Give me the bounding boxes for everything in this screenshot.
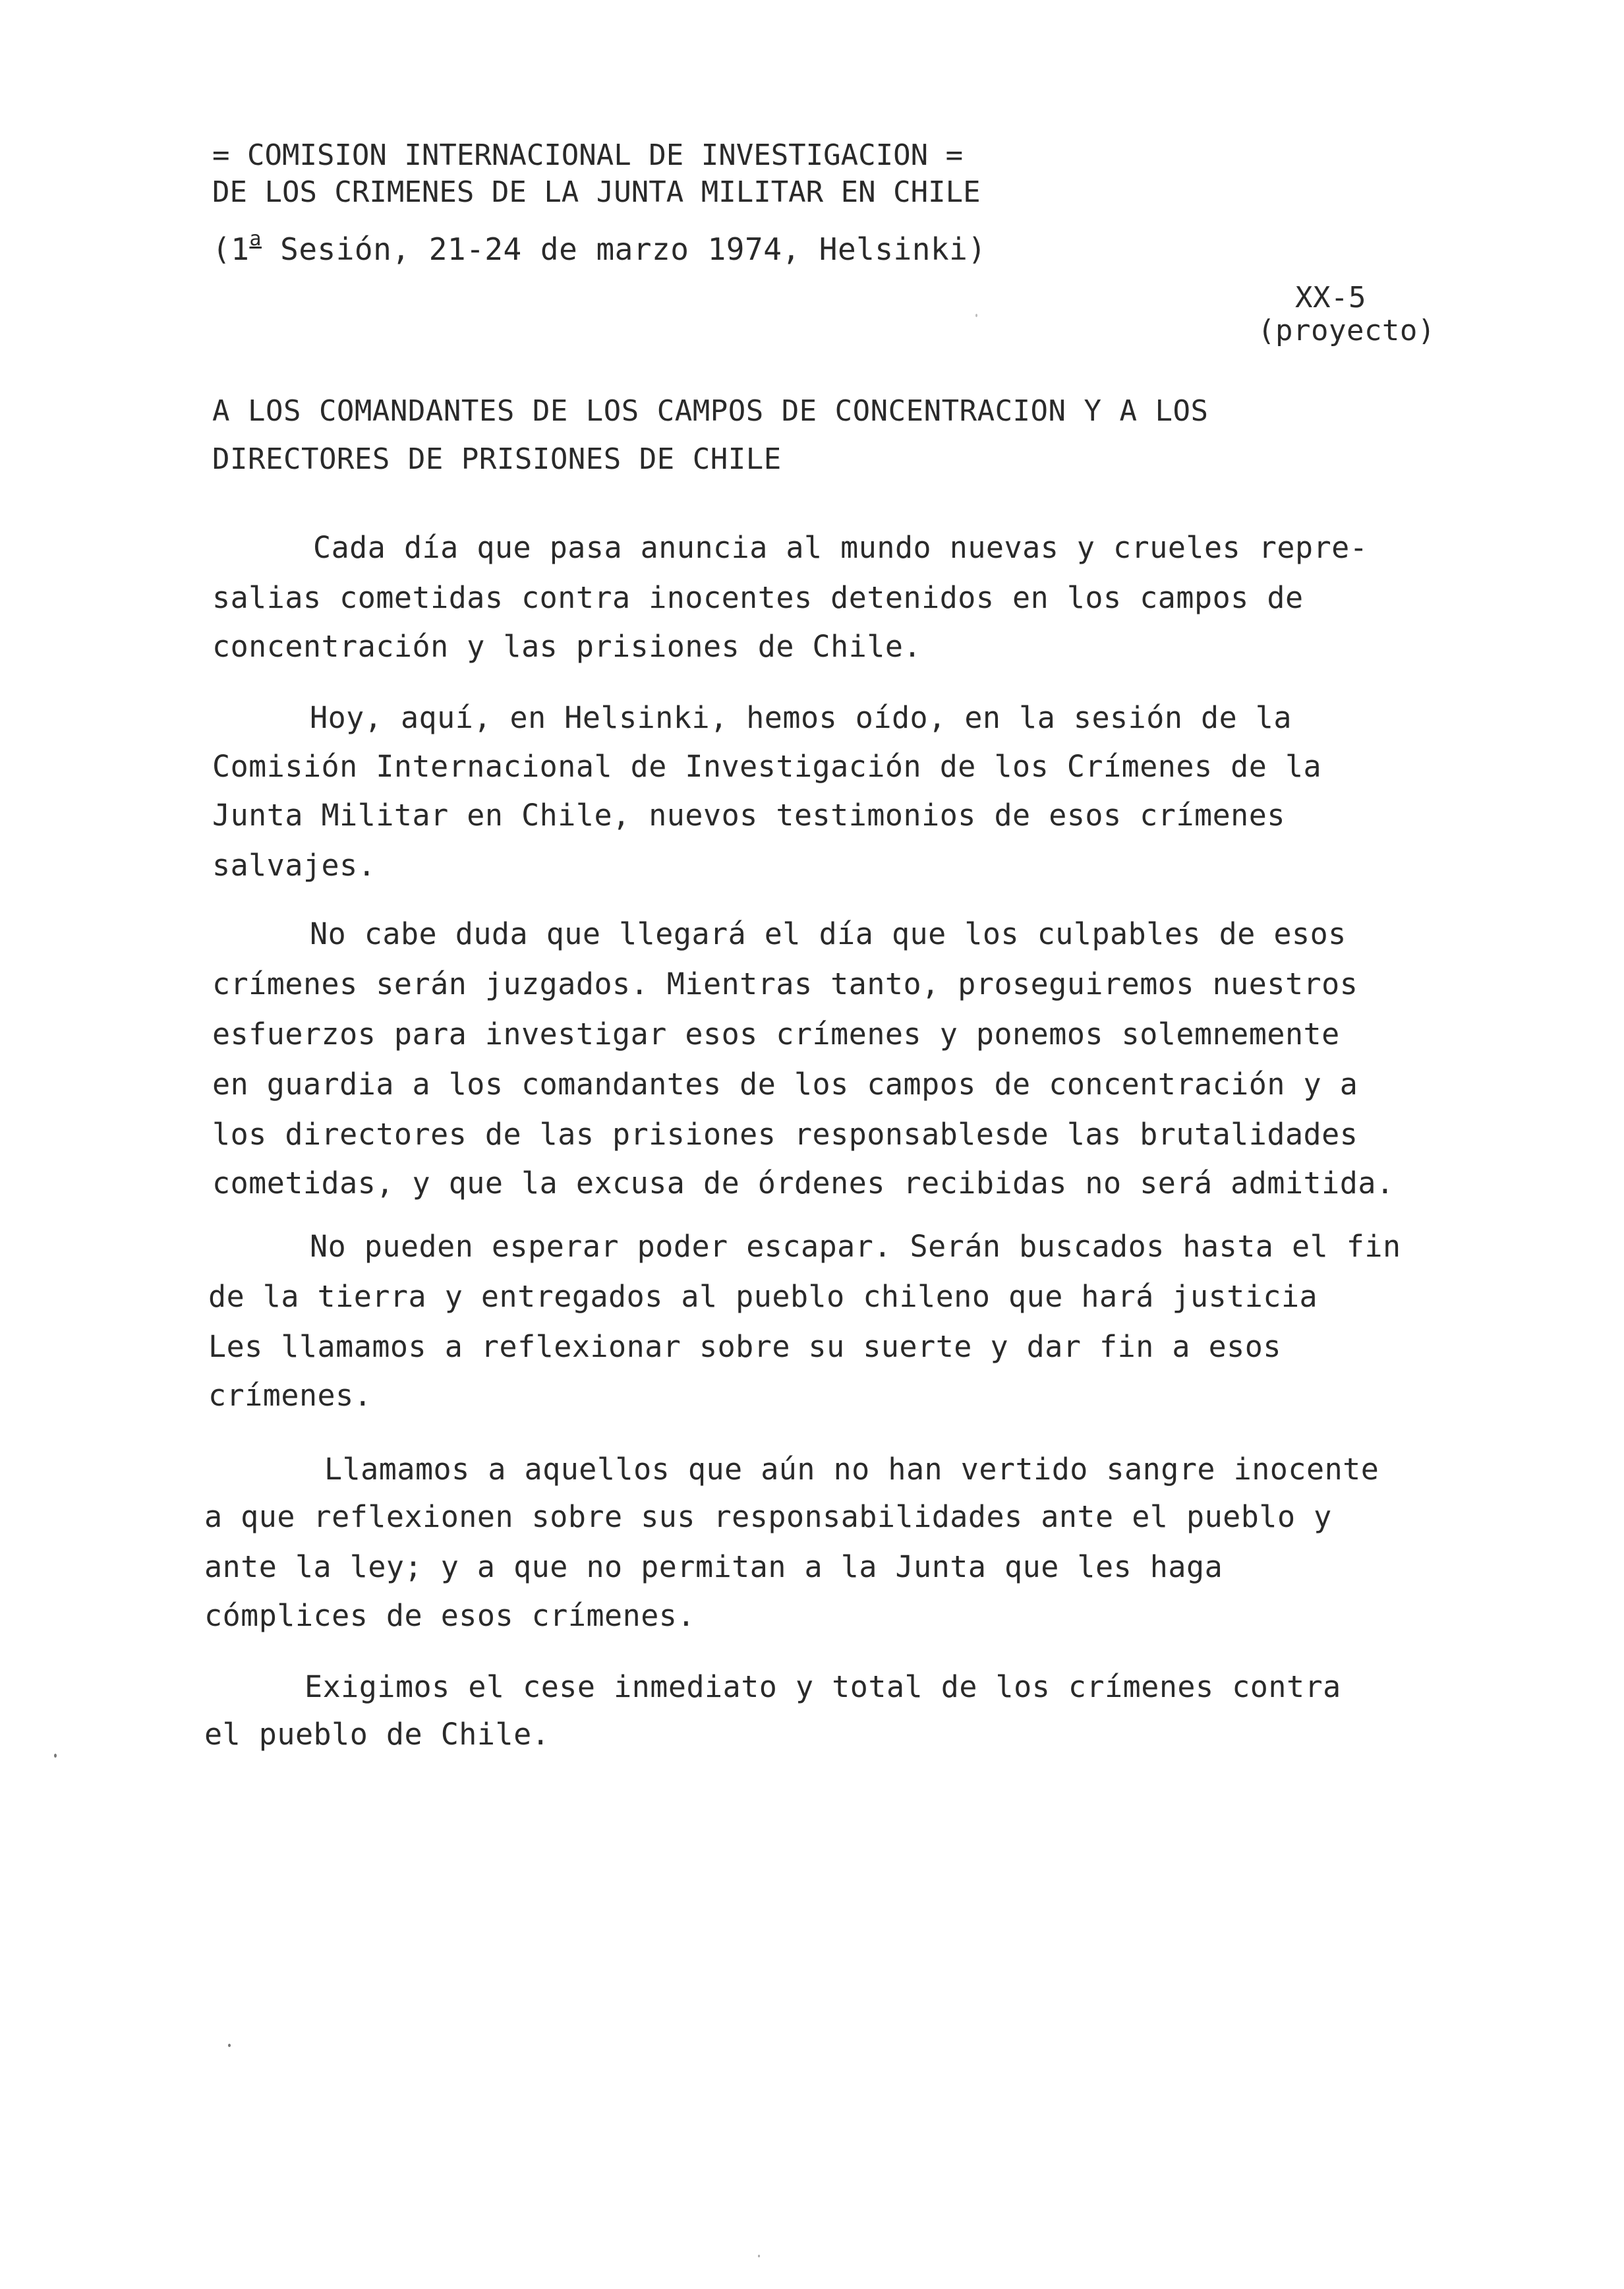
paragraph-3-line-6: cometidas, y que la excusa de órdenes recibidas no será admitida.: [212, 1166, 1395, 1201]
paragraph-4-line-1: No pueden esperar poder escapar. Serán buscados hasta el fin: [310, 1229, 1401, 1264]
paragraph-5-line-4: cómplices de esos crímenes.: [204, 1598, 695, 1633]
paragraph-2-line-1: Hoy, aquí, en Helsinki, hemos oído, en la sesión de la: [310, 700, 1292, 735]
paragraph-6-line-1: Exigimos el cese inmediato y total de los crímenes contra: [304, 1669, 1341, 1704]
session-line: [212, 227, 987, 267]
paragraph-3-line-2: crímenes serán juzgados. Mientras tanto, proseguiremos nuestros: [212, 966, 1358, 1001]
header-line-1: = COMISION INTERNACIONAL DE INVESTIGACION =: [212, 138, 964, 172]
paragraph-5-line-1: Llamamos a aquellos que aún no han vertido sangre inocente: [324, 1452, 1379, 1487]
paragraph-5-line-3: ante la ley; y a que no permitan a la Junta que les haga: [204, 1549, 1223, 1584]
scan-speck: [228, 2044, 231, 2047]
reference-code: XX-5: [1295, 281, 1366, 314]
paragraph-1-line-2: salias cometidas contra inocentes detenidos en los campos de: [212, 580, 1304, 615]
paragraph-4-line-4: crímenes.: [208, 1378, 372, 1413]
session-rest: Sesión, 21-24 de marzo 1974, Helsinki): [261, 231, 987, 267]
scan-speck: [975, 314, 977, 317]
reference-note: (proyecto): [1258, 314, 1436, 347]
paragraph-5-line-2: a que reflexionen sobre sus responsabilidades ante el pueblo y: [204, 1499, 1332, 1534]
paragraph-1-line-3: concentración y las prisiones de Chile.: [212, 629, 922, 664]
session-prefix: (1: [212, 231, 250, 267]
paragraph-3-line-1: No cabe duda que llegará el día que los culpables de esos: [310, 916, 1347, 951]
paragraph-3-line-5: los directores de las prisiones responsablesde las brutalidades: [212, 1117, 1358, 1152]
scan-speck: [54, 1754, 57, 1758]
session-superscript: a: [249, 227, 262, 251]
title-line-1: A LOS COMANDANTES DE LOS CAMPOS DE CONCENTRACION Y A LOS: [212, 394, 1209, 428]
scan-speck: [758, 2255, 760, 2257]
paragraph-1-line-1: Cada día que pasa anuncia al mundo nuevas y crueles repre-: [313, 530, 1368, 565]
paragraph-2-line-2: Comisión Internacional de Investigación de los Crímenes de la: [212, 749, 1322, 784]
paragraph-4-line-3: Les llamamos a reflexionar sobre su suerte y dar fin a esos: [208, 1329, 1281, 1364]
header-line-2: DE LOS CRIMENES DE LA JUNTA MILITAR EN CHILE: [212, 175, 981, 209]
title-line-2: DIRECTORES DE PRISIONES DE CHILE: [212, 442, 782, 476]
paragraph-4-line-2: de la tierra y entregados al pueblo chileno que hará justicia: [208, 1279, 1318, 1314]
paragraph-2-line-4: salvajes.: [212, 848, 376, 883]
paragraph-6-line-2: el pueblo de Chile.: [204, 1717, 550, 1752]
paragraph-3-line-3: esfuerzos para investigar esos crímenes y ponemos solemnemente: [212, 1017, 1340, 1052]
paragraph-3-line-4: en guardia a los comandantes de los campos de concentración y a: [212, 1067, 1358, 1102]
paragraph-2-line-3: Junta Militar en Chile, nuevos testimonios de esos crímenes: [212, 798, 1285, 833]
